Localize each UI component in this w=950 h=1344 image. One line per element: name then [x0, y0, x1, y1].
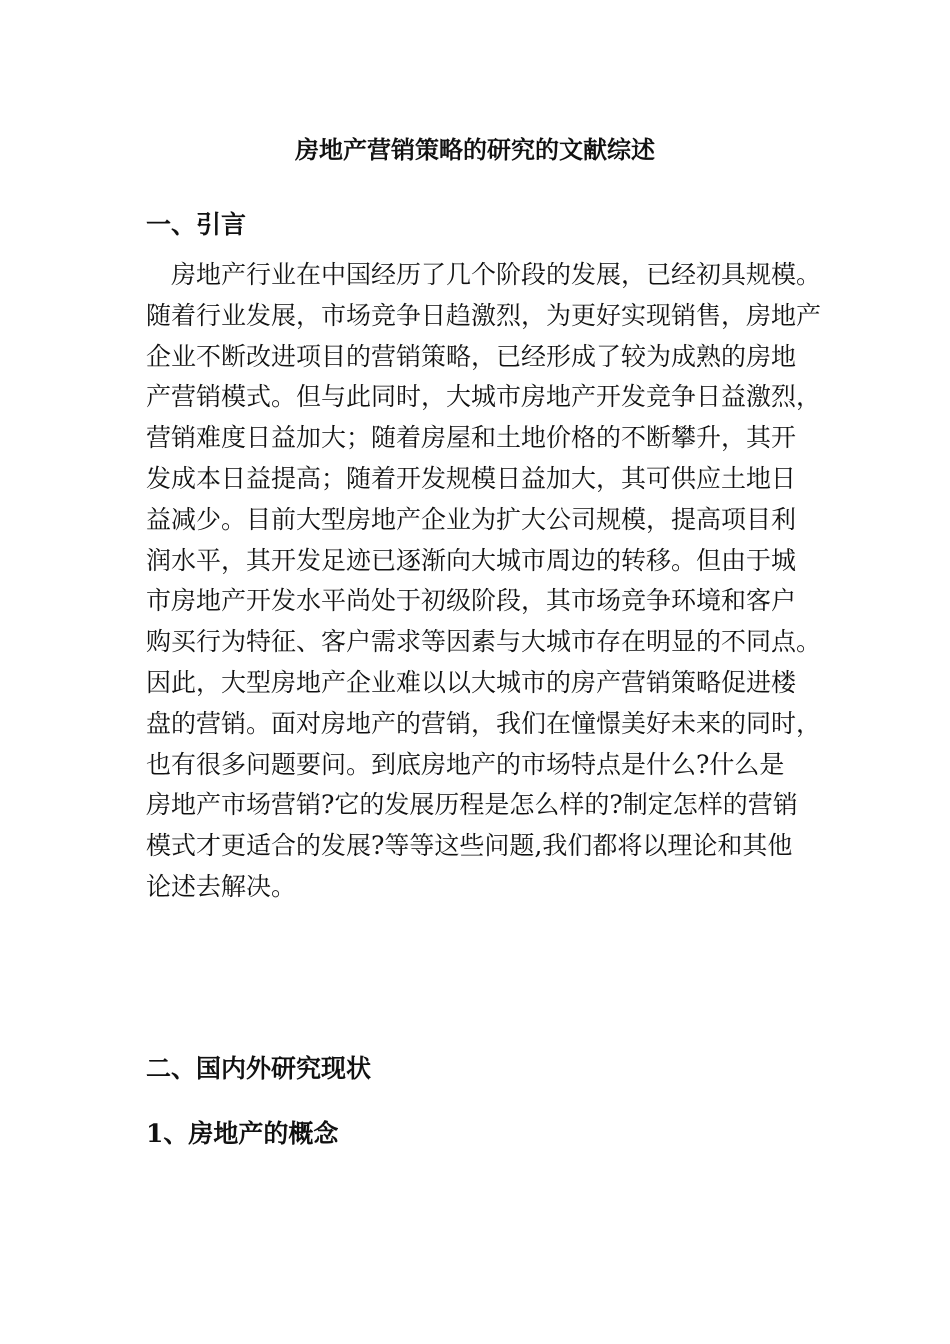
- paragraph-line: 润水平，其开发足迹已逐渐向大城市周边的转移。但由于城: [146, 545, 797, 575]
- section-heading-introduction: 一、引言: [146, 210, 247, 239]
- paragraph-line: 企业不断改进项目的营销策略，已经形成了较为成熟的房地: [146, 341, 797, 371]
- paragraph-line: 购买行为特征、客户需求等因素与大城市存在明显的不同点。: [146, 627, 822, 657]
- section-heading-research-status: 二、国内外研究现状: [146, 1054, 372, 1083]
- paragraph-line: 房地产行业在中国经历了几个阶段的发展，已经初具规模。: [146, 260, 822, 289]
- paragraph-line: 盘的营销。面对房地产的营销，我们在憧憬美好未来的同时，: [146, 708, 822, 738]
- paragraph-line: 因此，大型房地产企业难以以大城市的房产营销策略促进楼: [146, 667, 797, 697]
- paragraph-line: 随着行业发展，市场竞争日趋激烈，为更好实现销售，房地产: [146, 300, 822, 330]
- paragraph-line: 论述去解决。: [146, 871, 297, 901]
- paragraph-line: 发成本日益提高；随着开发规模日益加大，其可供应土地日: [146, 463, 797, 493]
- paragraph-line: 益减少。目前大型房地产企业为扩大公司规模，提高项目利: [146, 504, 797, 534]
- document-title: 房地产营销策略的研究的文献综述: [295, 135, 655, 164]
- paragraph-line: 产营销模式。但与此同时，大城市房地产开发竞争日益激烈，: [146, 382, 822, 412]
- introduction-paragraph: [146, 255, 836, 908]
- paragraph-line: 房地产市场营销?它的发展历程是怎么样的?制定怎样的营销: [146, 790, 798, 820]
- subsection-heading-real-estate-concept: 1、房地产的概念: [146, 1119, 339, 1148]
- paragraph-line: 市房地产开发水平尚处于初级阶段，其市场竞争环境和客户: [146, 586, 797, 616]
- paragraph-line: 也有很多问题要问。到底房地产的市场特点是什么?什么是: [146, 749, 785, 779]
- paragraph-line: 模式才更适合的发展?等等这些问题,我们都将以理论和其他: [146, 831, 793, 861]
- paragraph-line: 营销难度日益加大；随着房屋和土地价格的不断攀升，其开: [146, 423, 797, 453]
